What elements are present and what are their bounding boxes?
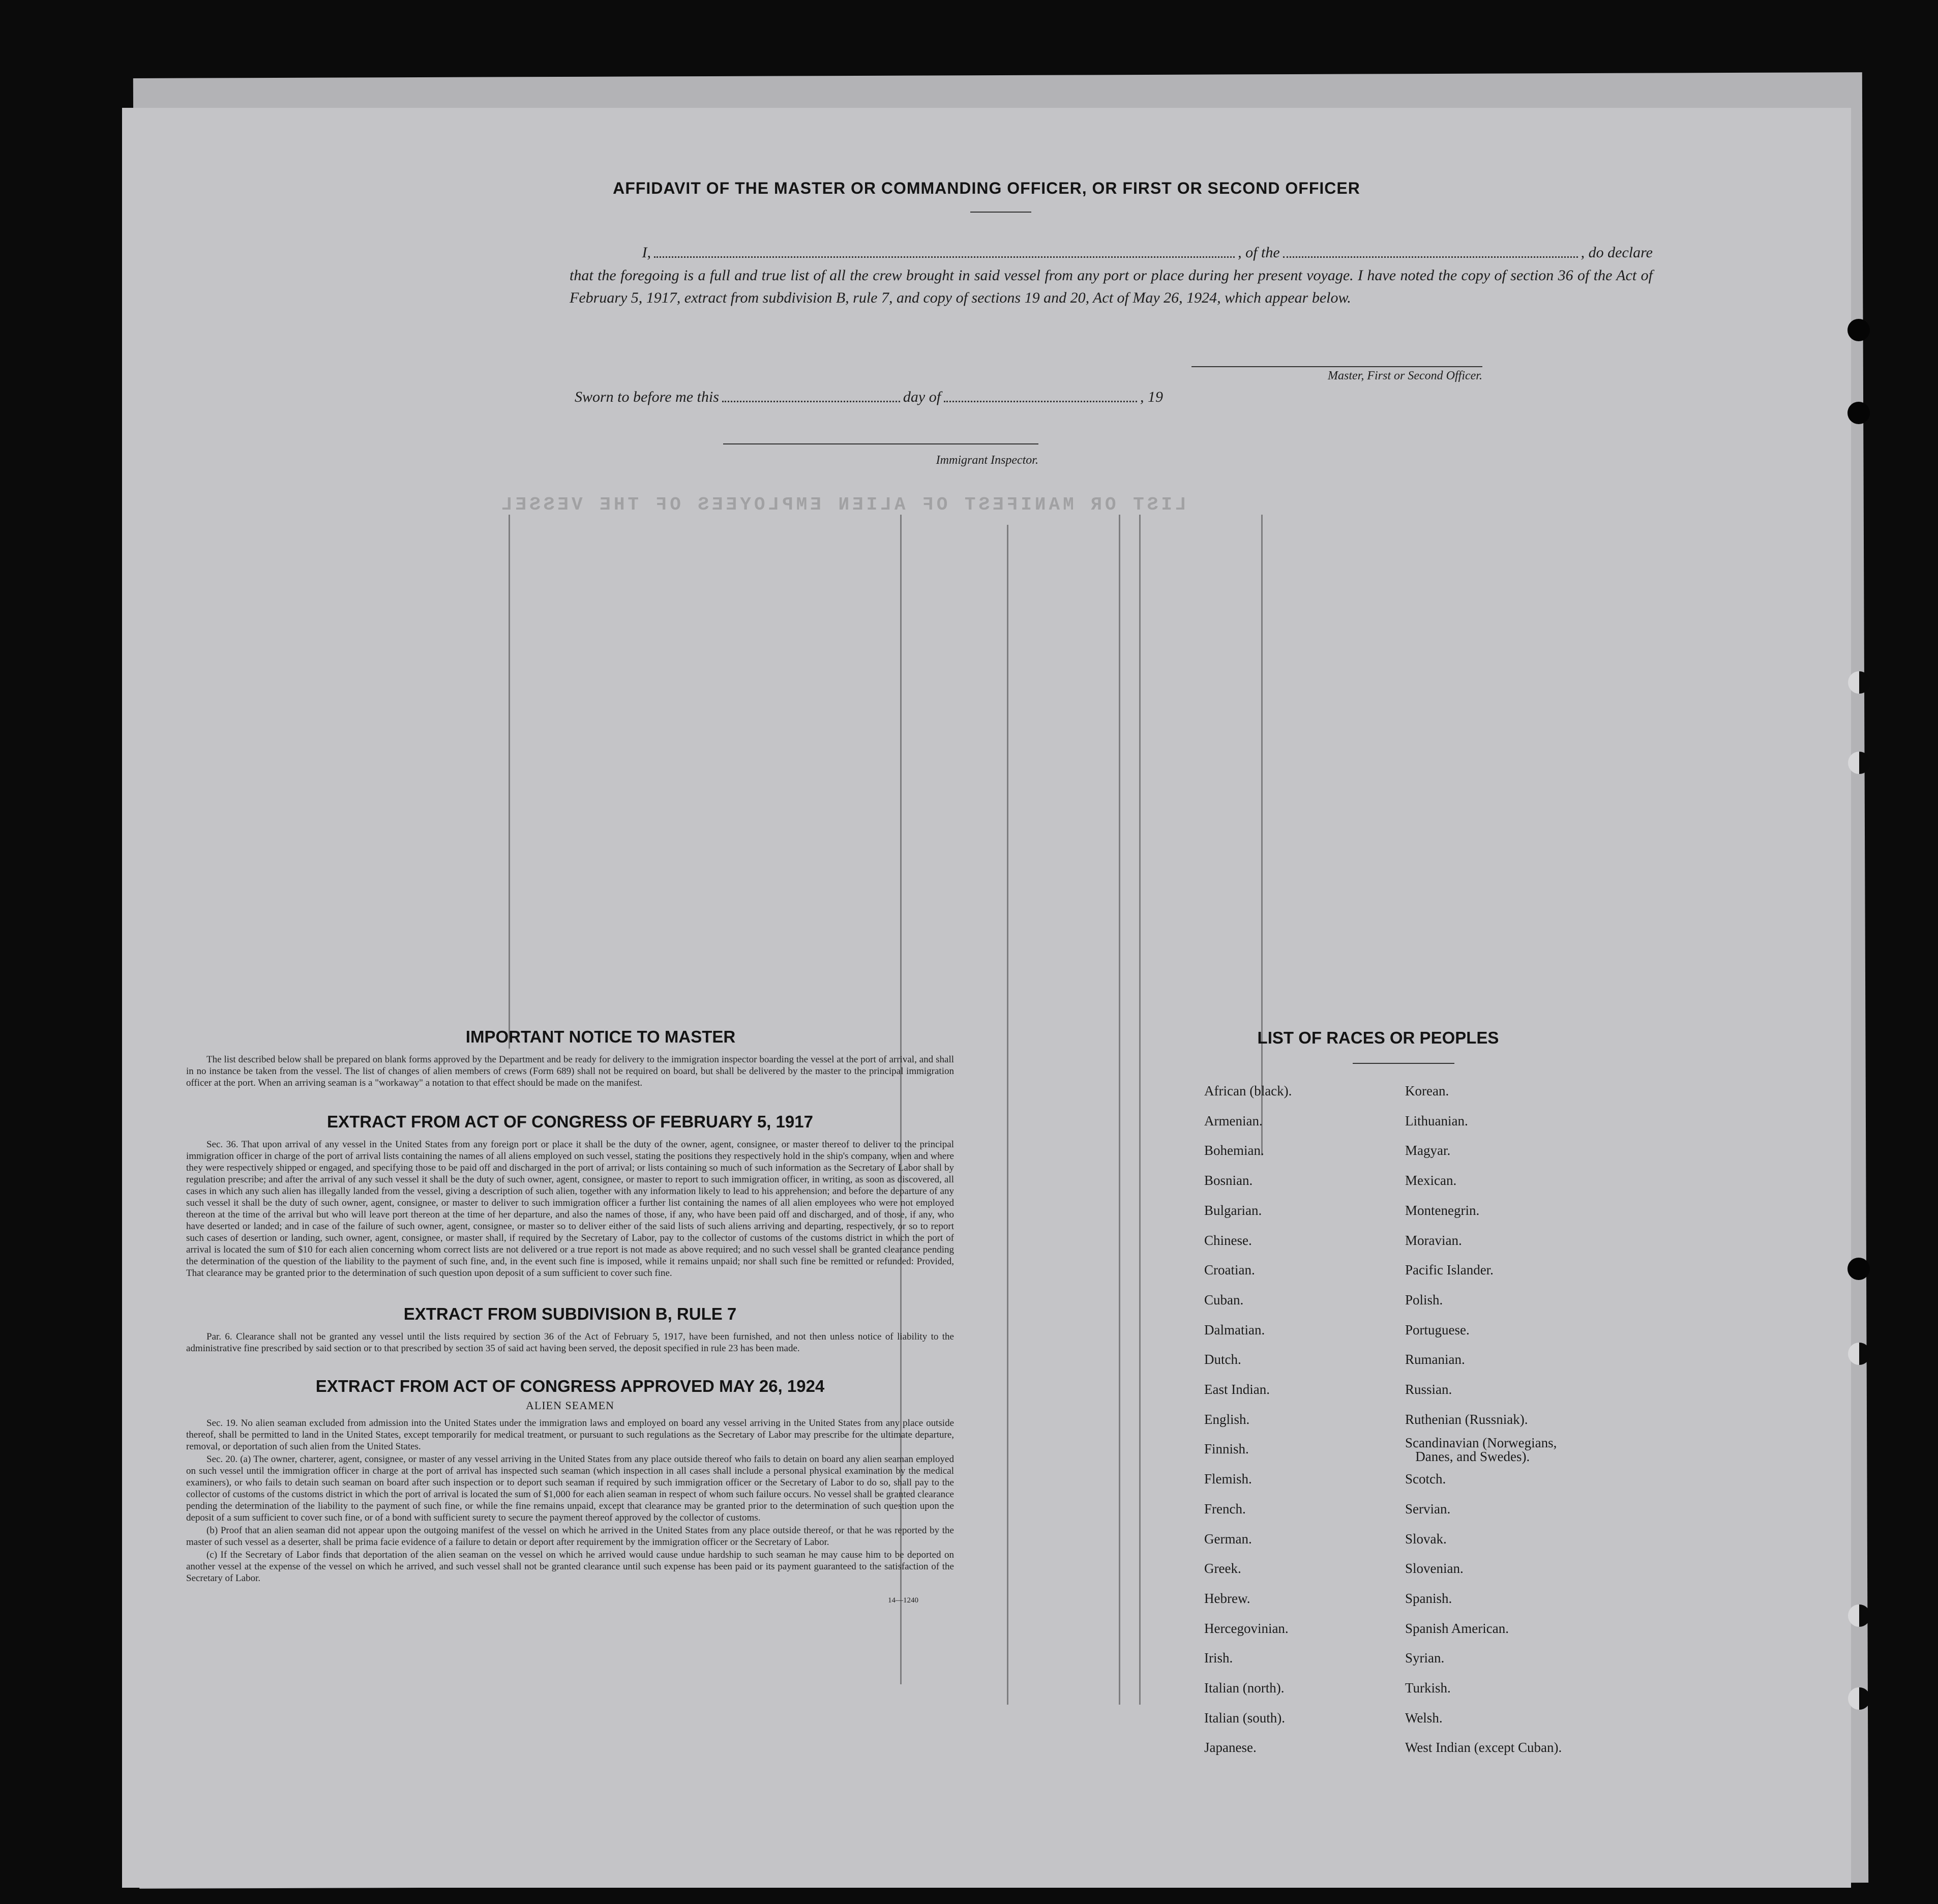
race-item: Portuguese.: [1405, 1322, 1470, 1337]
notice-column: [186, 1027, 954, 1605]
race-item: Dutch.: [1204, 1352, 1241, 1367]
section-19-paragraph: Sec. 19. No alien seaman excluded from admission into the United States under the immigration laws and employed on board any vessel arriving in the United States from any place outside thereof, shall be permitted to land in the United States, except temporarily for medical treatment, or pursuant to such regulations as the Secretary of Labor may prescribe for the ultimate departure, removal, or deportation of such alien from the United States.: [186, 1418, 954, 1452]
race-item: Rumanian.: [1405, 1352, 1465, 1367]
race-item: Korean.: [1405, 1083, 1449, 1098]
bleed-through-rule: [1139, 515, 1141, 1705]
race-item: Cuban.: [1204, 1292, 1244, 1307]
bleed-through-text: LIST OR MANIFEST OF ALIEN EMPLOYEES OF THE VESSEL: [498, 494, 1186, 515]
race-item: Spanish.: [1405, 1590, 1452, 1606]
race-item: Dalmatian.: [1204, 1322, 1265, 1337]
section-20c-paragraph: (c) If the Secretary of Labor finds that deportation of the alien seaman on the vessel on which he arrived would cause undue hardship to such seaman he may cause him to be deported on another vessel at the expense of the vessel on which he arrived, and such vessel shall not be granted clearance until such expense has been paid or its payment guaranteed to the satisfaction of the Secretary of Labor.: [186, 1550, 954, 1584]
race-item: Slovenian.: [1405, 1561, 1464, 1576]
binder-hole: [1847, 1258, 1870, 1280]
race-item: Ruthenian (Russniak).: [1405, 1411, 1528, 1427]
section-20b-paragraph: (b) Proof that an alien seaman did not appear upon the outgoing manifest of the vessel on which he arrived in the United States from any place outside thereof, or that he was reported by the master of such vessel as a deserter, shall be prima facie evidence of a failure to detain or deport after requirement by the immigration officer or the Secretary of Labor.: [186, 1525, 954, 1548]
race-item: African (black).: [1204, 1083, 1292, 1098]
binder-hole: [1848, 1604, 1870, 1627]
race-item: Lithuanian.: [1405, 1113, 1468, 1128]
race-item: Finnish.: [1204, 1441, 1249, 1457]
race-item: Syrian.: [1405, 1650, 1445, 1666]
race-item: Slovak.: [1405, 1531, 1447, 1546]
race-item: Italian (south).: [1204, 1710, 1285, 1726]
inspector-signature-line: [723, 443, 1038, 444]
rule7-title: EXTRACT FROM SUBDIVISION B, RULE 7: [403, 1304, 737, 1323]
document-page: [122, 108, 1851, 1888]
inspector-caption: Immigrant Inspector.: [936, 454, 1038, 467]
binder-hole: [1848, 1343, 1870, 1365]
race-item: Greek.: [1204, 1561, 1241, 1576]
name-blank: [654, 256, 1235, 258]
race-item: Italian (north).: [1204, 1680, 1285, 1696]
race-item: French.: [1204, 1501, 1246, 1516]
section-20a-paragraph: Sec. 20. (a) The owner, charterer, agent, consignee, or master of any vessel arriving in the United States from any place outside thereof who fails to detain on board any alien seaman employed on such vessel until the immigration officer in charge at the port of arrival has inspected such seaman (which inspection in all cases shall include a personal physical examination by the medical examiners), or who fails to detain such seaman on board after such inspection or to deport such seaman if required by such immigration officer or the Secretary of Labor to do so, shall pay to the collector of customs of the customs district in which the port of arrival is located the sum of $1,000 for each alien seaman in respect of whom such failure occurs. No vessel shall be granted clearance pending the determination of the liability to the payment of such fine, or while the fine remains unpaid, except that clearance may be granted prior to the determination of such question upon the deposit of a sum sufficient to cover such fine, or of a bond with sufficient surety to secure the payment thereof approved by the collector of customs.: [186, 1454, 954, 1523]
bleed-through-rule: [1119, 515, 1120, 1705]
affidavit-title: AFFIDAVIT OF THE MASTER OR COMMANDING OFFICER, OR FIRST OR SECOND OFFICER: [613, 179, 1360, 197]
extract-1917-paragraph: Sec. 36. That upon arrival of any vessel in the United States from any foreign port or place it shall be the duty of the owner, agent, consignee, or master thereof to deliver to the principal immigration officer in charge of the port of arrival lists containing the names of all aliens employed on such vessel, stating the positions they respectively hold in the ship's company, when and where they were respectively shipped or engaged, and specifying those to be paid off and discharged in the port of arrival; or lists containing so much of such information as the Secretary of Labor shall by regulation prescribe; and after the arrival of any such vessel it shall be the duty of such owner, agent, consignee, or master to report to such immigration officer, in writing, as soon as discovered, all cases in which any such alien has illegally landed from the vessel, giving a description of such alien, together with any information likely to lead to his apprehension; and before the departure of any such vessel it shall be the duty of such owner, agent, consignee, or master to deliver to such immigration officer a further list containing the names of all alien employees who were not employed thereon at the time of the arrival but who will leave port thereon at the time of her departure, and also the names of those, if any, who have been paid off and discharged, and of those, if any, who have deserted or landed; and in case of the failure of such owner, agent, consignee, or master so to deliver either of the said lists of such aliens arriving and departing, respectively, or so to report such cases of desertion or landing, such owner, agent, consignee, or master shall, if required by the Secretary of Labor, pay to the collector of customs of the customs district in which the port of arrival is located the sum of $10 for each alien concerning whom correct lists are not delivered or a true report is not made as above required; and no such vessel shall be granted clearance pending the determination of the question of the liability to the payment of such fine, and, in the event such fine is imposed, while it remains unpaid; nor shall such fine be remitted or refunded: Provided, That clearance may be granted prior to the determination of such question upon deposit of a sum sufficient to cover such fine.: [186, 1139, 954, 1278]
races-title-underline: [1353, 1063, 1454, 1064]
master-caption: Master, First or Second Officer.: [1328, 369, 1482, 382]
declaration-i: I,: [642, 244, 651, 261]
race-item: Magyar.: [1405, 1143, 1451, 1158]
race-item: Bulgarian.: [1204, 1202, 1262, 1218]
binder-hole: [1847, 319, 1870, 341]
binder-hole: [1847, 402, 1870, 424]
binder-hole: [1848, 671, 1870, 694]
race-item: Welsh.: [1405, 1710, 1443, 1726]
race-item: Moravian.: [1405, 1232, 1462, 1248]
sworn-day-of: day of: [903, 389, 941, 405]
race-item: Montenegrin.: [1405, 1202, 1480, 1218]
master-signature-line: [1191, 366, 1482, 367]
binder-hole: [1848, 1687, 1870, 1710]
race-item: Bosnian.: [1204, 1173, 1253, 1188]
sworn-line: [575, 389, 1210, 406]
races-title: LIST OF RACES OR PEOPLES: [1257, 1028, 1499, 1047]
bleed-through-rule: [1261, 515, 1263, 1155]
races-right-list: [1405, 1076, 1669, 1763]
race-item: Irish.: [1204, 1650, 1233, 1666]
declaration-of-the: , of the: [1238, 244, 1280, 261]
extract-1924-title: EXTRACT FROM ACT OF CONGRESS APPROVED MAY 26, 1924: [315, 1377, 825, 1395]
alien-seamen-subtitle: ALIEN SEAMEN: [526, 1399, 614, 1412]
race-item: Bohemian.: [1204, 1143, 1264, 1158]
title-underline: [970, 212, 1031, 213]
rule7-paragraph: Par. 6. Clearance shall not be granted any vessel until the lists required by section 36 of the Act of February 5, 1917, have been furnished, and not then unless notice of liability to the administrative fine prescribed by said section or to that prescribed by section 35 of said act having been served, the deposit specified in rule 23 has been made.: [186, 1331, 954, 1354]
sworn-month-blank: [944, 401, 1137, 402]
form-number: 14—1240: [888, 1596, 918, 1604]
notice-text: [186, 1054, 954, 1089]
race-item: Pacific Islander.: [1405, 1262, 1494, 1278]
notice-title: IMPORTANT NOTICE TO MASTER: [465, 1027, 736, 1046]
race-item: Chinese.: [1204, 1232, 1252, 1248]
race-item: English.: [1204, 1411, 1250, 1427]
affidavit-body: that the foregoing is a full and true list of all the crew brought in said vessel from any port or place during her present voyage. I have noted the copy of section 36 of the Act of February 5, 1917, extract from subdivision B, rule 7, and copy of sections 19 and 20, Act of May 26, 1924, which appear below.: [570, 267, 1653, 306]
race-item: Hebrew.: [1204, 1590, 1250, 1606]
extract-1917-title: EXTRACT FROM ACT OF CONGRESS OF FEBRUARY 5, 1917: [327, 1112, 813, 1131]
master-signature: [1191, 366, 1482, 383]
bleed-through-rule: [1007, 525, 1008, 1705]
extract-1924-text: [186, 1417, 954, 1584]
race-item: Flemish.: [1204, 1471, 1252, 1487]
vessel-blank: [1283, 256, 1578, 258]
race-item: Mexican.: [1405, 1173, 1457, 1188]
rule7-text: [186, 1331, 954, 1354]
race-item: Russian.: [1405, 1382, 1452, 1397]
race-item: Armenian.: [1204, 1113, 1263, 1128]
race-item: East Indian.: [1204, 1382, 1270, 1397]
races-left-list: [1204, 1076, 1397, 1763]
race-item: Japanese.: [1204, 1740, 1257, 1756]
inspector-signature: [723, 443, 1038, 467]
race-item: West Indian (except Cuban).: [1405, 1740, 1562, 1756]
race-item: Polish.: [1405, 1292, 1443, 1307]
bleed-through-rule: [509, 515, 510, 1049]
sworn-day-blank: [722, 401, 900, 402]
notice-paragraph: The list described below shall be prepared on blank forms approved by the Department and be ready for delivery to the immigration inspector boarding the vessel at the port of arrival, and shall in no instance be taken from the vessel. The list of changes of alien members of crews (Form 689) shall not be required on board, but shall be delivered by the master to the principal immigration officer at the port. When an arriving seaman is a "workaway" a notation to that effect should be made on the manifest.: [186, 1054, 954, 1088]
race-item: German.: [1204, 1531, 1252, 1546]
race-item: Servian.: [1405, 1501, 1451, 1516]
race-item: Hercegovinian.: [1204, 1620, 1289, 1636]
extract-1917-text: [186, 1139, 954, 1279]
race-item: Scotch.: [1405, 1471, 1446, 1487]
declaration-do-declare: , do declare: [1581, 244, 1653, 261]
race-item: Croatian.: [1204, 1262, 1255, 1278]
race-item: Scandinavian (Norwegians, Danes, and Swedes).: [1405, 1435, 1557, 1465]
sworn-year: , 19: [1140, 389, 1164, 405]
race-item: Spanish American.: [1405, 1620, 1509, 1636]
sworn-start: Sworn to before me this: [575, 389, 719, 405]
affidavit-declaration: [570, 244, 1653, 309]
binder-hole: [1848, 752, 1870, 774]
race-item: Turkish.: [1405, 1680, 1451, 1696]
